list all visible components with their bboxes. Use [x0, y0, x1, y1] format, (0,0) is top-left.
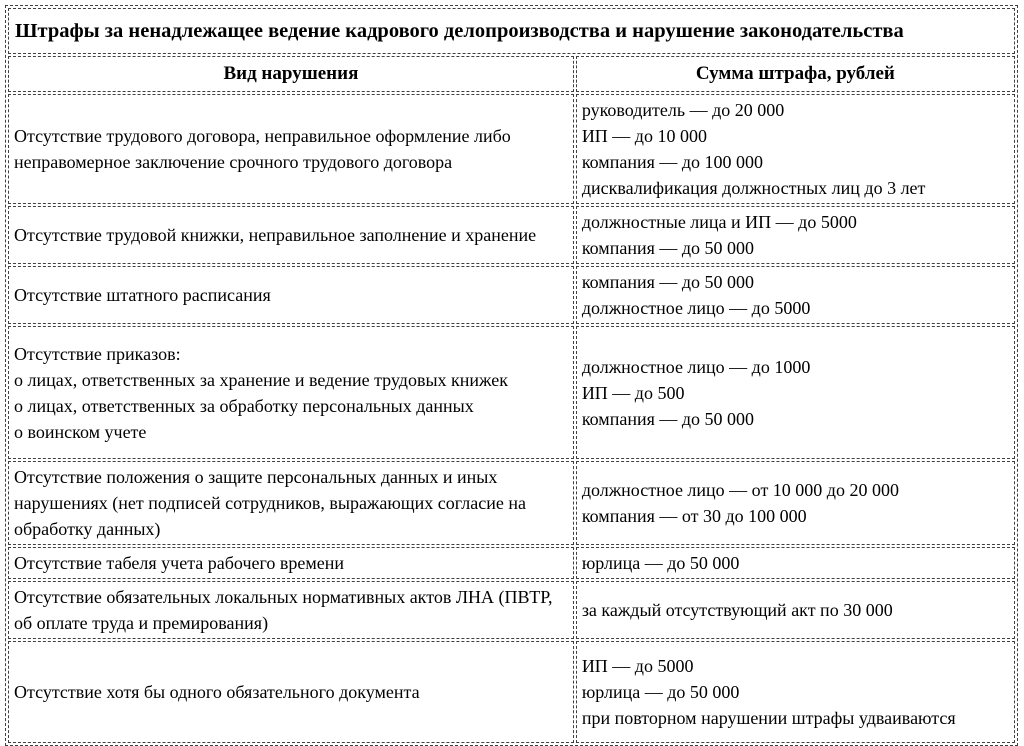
violation-cell [8, 641, 574, 743]
violation-text: Отсутствие штатного расписания [14, 285, 271, 305]
table-title: Штрафы за ненадлежащее ведение кадрового делопроизводства и нарушение законодательства [8, 8, 1015, 54]
fine-cell [576, 461, 1015, 545]
violation-cell [8, 94, 574, 204]
fine-line: должностное лицо — до 1000 [581, 356, 811, 377]
fine-cell [576, 547, 1015, 579]
fine-line: ИП — до 10 000 [581, 126, 707, 146]
table-row [8, 94, 1015, 204]
table-row [8, 206, 1015, 264]
table-title-row [8, 8, 1015, 54]
fine-cell [576, 326, 1015, 459]
violation-text: Отсутствие приказов: [14, 343, 181, 364]
fine-line: компания — от 30 до 100 000 [581, 506, 807, 526]
fine-line: компания — до 50 000 [581, 238, 755, 258]
table-row [8, 266, 1015, 324]
fine-cell [576, 266, 1015, 324]
violation-text: Отсутствие табеля учета рабочего времени [14, 553, 345, 573]
violation-cell [8, 547, 574, 579]
table-row [8, 547, 1015, 579]
violation-text: Отсутствие обязательных локальных нормативных актов ЛНА (ПВТР, об оплате труда и премирования) [14, 587, 553, 633]
fine-line: при повторном нарушении штрафы удваиваются [581, 708, 956, 728]
fine-cell [576, 581, 1015, 639]
fine-line: должностное лицо — от 10 000 до 20 000 [581, 480, 899, 500]
fine-line: руководитель — до 20 000 [581, 100, 785, 120]
fine-cell [576, 94, 1015, 204]
table-header-row [8, 56, 1015, 92]
fine-line: юрлица — до 50 000 [581, 553, 740, 573]
fine-line: за каждый отсутствующий акт по 30 000 [581, 600, 893, 620]
violation-text: о лицах, ответственных за хранение и ведение трудовых книжек [14, 369, 508, 390]
fine-line: должностные лица и ИП — до 5000 [581, 212, 857, 232]
violation-text: Отсутствие хотя бы одного обязательного документа [14, 682, 420, 702]
violation-cell [8, 581, 574, 639]
violation-text: о воинском учете [14, 421, 147, 442]
fine-line: ИП — до 500 [581, 382, 685, 403]
violation-text: Отсутствие трудового договора, неправильное оформление либо неправомерное заключение срочного трудового договора [14, 126, 511, 172]
fine-line: компания — до 50 000 [581, 272, 755, 292]
fine-line: ИП — до 5000 [581, 656, 694, 676]
fine-line: юрлица — до 50 000 [581, 682, 740, 702]
column-header-violation: Вид нарушения [8, 56, 574, 92]
fine-line: компания — до 100 000 [581, 152, 764, 172]
fine-cell [576, 206, 1015, 264]
fine-line: должностное лицо — до 5000 [581, 298, 811, 318]
violation-cell [8, 266, 574, 324]
fines-table [5, 5, 1018, 746]
table-row [8, 326, 1015, 459]
violation-cell [8, 461, 574, 545]
violation-cell [8, 326, 574, 459]
fine-line: компания — до 50 000 [581, 408, 755, 429]
violation-text: о лицах, ответственных за обработку персональных данных [14, 395, 474, 416]
fine-line: дисквалификация должностных лиц до 3 лет [581, 178, 926, 198]
violation-cell [8, 206, 574, 264]
fine-cell [576, 641, 1015, 743]
table-row [8, 581, 1015, 639]
violation-text: Отсутствие трудовой книжки, неправильное заполнение и хранение [14, 225, 537, 245]
table-row [8, 641, 1015, 743]
violation-text: Отсутствие положения о защите персональных данных и иных нарушениях (нет подписей сотрудников, выражающих согласие на обработку данных) [14, 467, 526, 539]
table-row [8, 461, 1015, 545]
column-header-fine: Сумма штрафа, рублей [576, 56, 1015, 92]
